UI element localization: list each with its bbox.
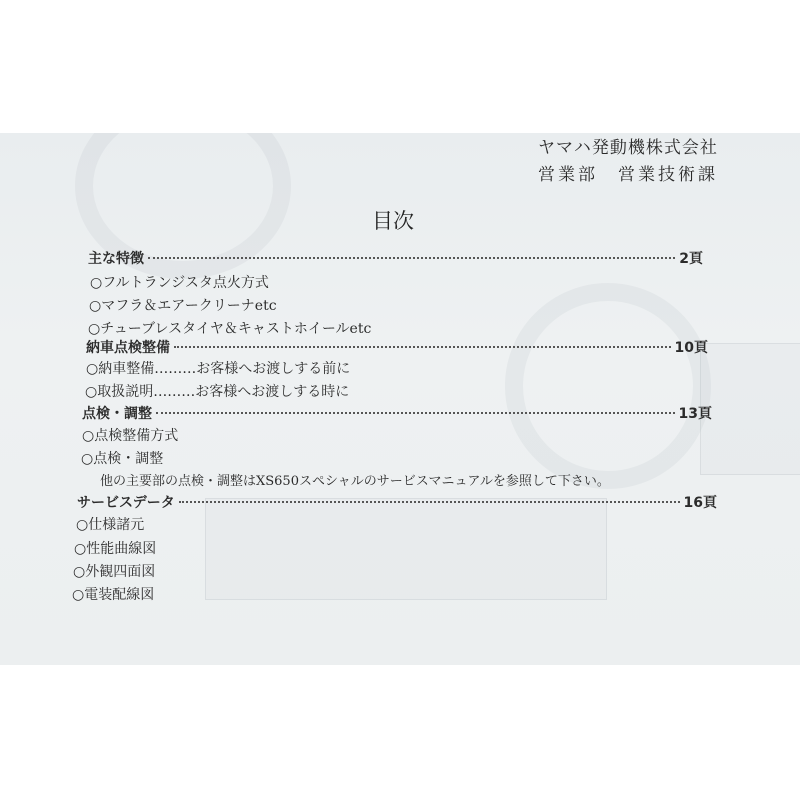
section-page: 16頁 (683, 495, 717, 511)
show-through-table (700, 343, 800, 475)
section-label: 納車点検整備 (86, 340, 170, 356)
dot-leader (156, 412, 675, 414)
section-label: サービスデータ (77, 495, 175, 511)
toc-note: 他の主要部の点検・調整はXS650スペシャルのサービスマニュアルを参照して下さい。 (100, 474, 610, 489)
section-page: 2頁 (679, 251, 703, 267)
toc-item: ○点検・調整 (81, 451, 164, 467)
department-name: 営業部 営業技術課 (538, 165, 718, 185)
toc-section-delivery (86, 337, 708, 357)
section-label: 主な特徴 (88, 251, 144, 267)
toc-item: ○電装配線図 (72, 587, 155, 603)
background (0, 665, 800, 800)
toc-item: ○マフラ＆エアークリーナetc (89, 298, 277, 314)
dot-leader (174, 346, 671, 348)
toc-item: ○チューブレスタイヤ＆キャストホイールetc (88, 321, 372, 337)
toc-section-inspection (82, 403, 712, 423)
section-page: 10頁 (674, 340, 708, 356)
toc-section-service-data (77, 492, 717, 512)
company-name: ヤマハ発動機株式会社 (538, 138, 718, 158)
toc-title: 目次 (372, 209, 414, 233)
toc-item: ○取扱説明………お客様へお渡しする時に (85, 384, 350, 400)
section-label: 点検・調整 (82, 406, 152, 422)
toc-item: ○性能曲線図 (74, 541, 157, 557)
show-through-wheel (505, 283, 711, 489)
dot-leader (179, 501, 680, 503)
toc-item: ○仕様諸元 (76, 517, 145, 533)
toc-item: ○納車整備………お客様へお渡しする前に (86, 361, 351, 377)
toc-item: ○点検整備方式 (82, 428, 179, 444)
dot-leader (148, 257, 675, 259)
section-page: 13頁 (678, 406, 712, 422)
toc-section-features (88, 248, 703, 268)
show-through-table (205, 498, 607, 600)
toc-item: ○フルトランジスタ点火方式 (90, 275, 269, 291)
toc-item: ○外観四面図 (73, 564, 156, 580)
